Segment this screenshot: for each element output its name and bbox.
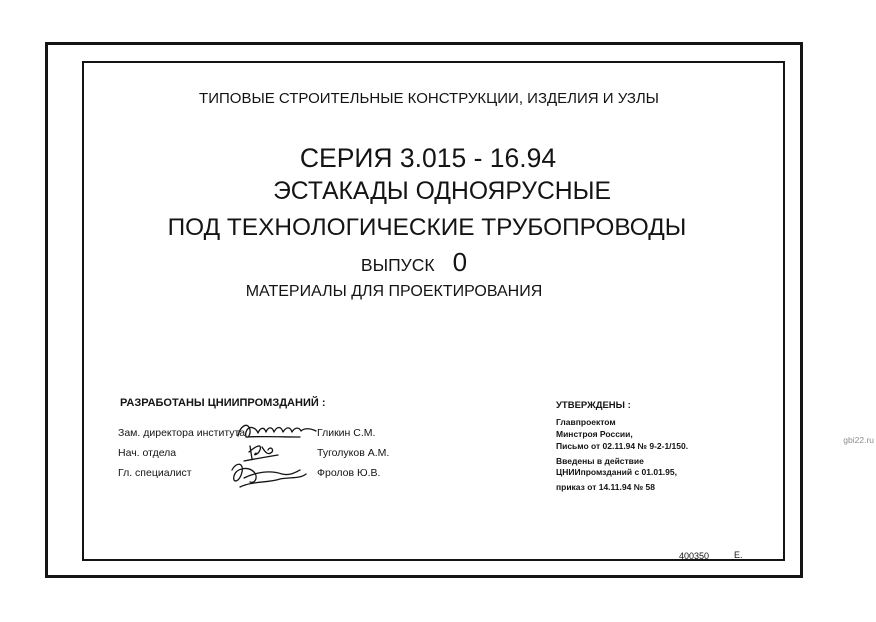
issue-number: 0 (452, 247, 468, 277)
issue-line (361, 249, 467, 275)
approval-line: Введены в действие (556, 456, 644, 466)
series-number: СЕРИЯ 3.015 - 16.94 (299, 143, 557, 173)
site-watermark: gbi22.ru (843, 435, 874, 445)
staff-name: Туголуков А.М. (317, 447, 390, 459)
document-header: ТИПОВЫЕ СТРОИТЕЛЬНЫЕ КОНСТРУКЦИИ, ИЗДЕЛИЯ И УЗЛЫ (199, 90, 659, 107)
staff-position: Зам. директора института (118, 427, 246, 439)
approval-line: Минстроя России, (556, 429, 633, 439)
approved-heading: УТВЕРЖДЕНЫ : (556, 400, 631, 411)
staff-position: Гл. специалист (118, 467, 192, 479)
issue-label: ВЫПУСК (360, 255, 435, 275)
staff-position: Нач. отдела (118, 447, 177, 459)
approval-line: ЦНИИпромзданий с 01.01.95, (556, 467, 677, 477)
approval-line: Письмо от 02.11.94 № 9-2-1/150. (556, 441, 689, 451)
developed-heading: РАЗРАБОТАНЫ ЦНИИПРОМЗДАНИЙ : (120, 397, 326, 409)
issue-subject: МАТЕРИАЛЫ ДЛЯ ПРОЕКТИРОВАНИЯ (245, 283, 543, 300)
title-line-1: ЭСТАКАДЫ ОДНОЯРУСНЫЕ (273, 178, 611, 205)
archive-stamp-mark: Е. (734, 550, 743, 560)
title-line-2: ПОД ТЕХНОЛОГИЧЕСКИЕ ТРУБОПРОВОДЫ (167, 214, 687, 241)
inner-frame (82, 61, 785, 561)
staff-name: Гликин С.М. (317, 427, 376, 439)
approval-line: приказ от 14.11.94 № 58 (556, 482, 655, 492)
staff-name: Фролов Ю.В. (317, 467, 381, 479)
approval-line: Главпроектом (556, 417, 616, 427)
archive-stamp-number: 400350 (679, 551, 710, 561)
